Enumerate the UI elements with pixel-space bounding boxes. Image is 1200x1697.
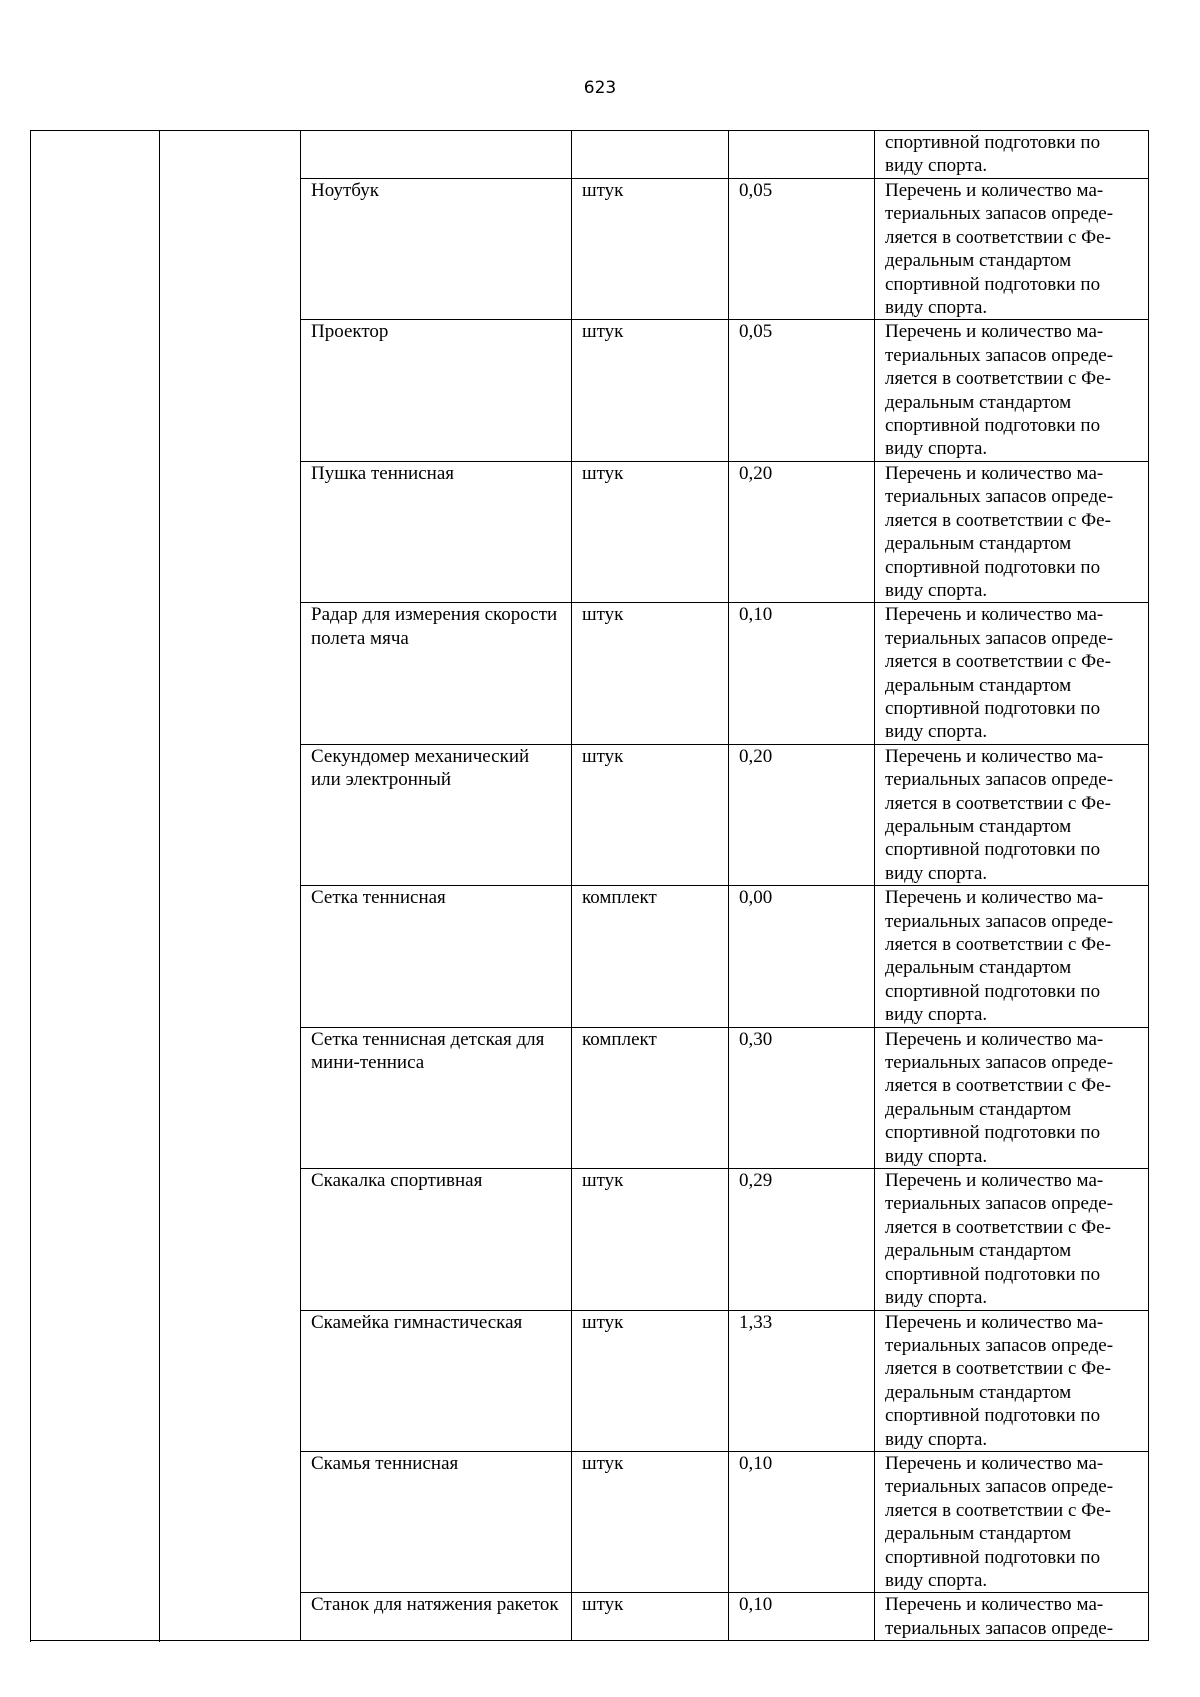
cell-note: Перечень и количество ма- териальных запасов опреде- ляется в соответствии с Фе- деральным стандартом спортивной подготовки по виду спорта. bbox=[875, 1451, 1149, 1592]
cell-name: Сетка теннисная детская для мини-тенниса bbox=[301, 1027, 572, 1168]
cell-unit: штук bbox=[572, 744, 729, 885]
equipment-table bbox=[30, 130, 1149, 1641]
cell-note: Перечень и количество ма- териальных запасов опреде- ляется в соответствии с Фе- деральным стандартом спортивной подготовки по виду спорта. bbox=[875, 320, 1149, 461]
merged-cell-col2 bbox=[160, 131, 301, 1641]
cell-note: Перечень и количество ма- териальных запасов опреде- ляется в соответствии с Фе- деральным стандартом спортивной подготовки по виду спорта. bbox=[875, 1027, 1149, 1168]
page-number: 623 bbox=[583, 78, 617, 98]
cell-unit: комплект bbox=[572, 886, 729, 1027]
cell-unit: штук bbox=[572, 461, 729, 602]
cell-name: Скакалка спортивная bbox=[301, 1169, 572, 1310]
cell-note: Перечень и количество ма- териальных запасов опреде- ляется в соответствии с Фе- деральным стандартом спортивной подготовки по виду спорта. bbox=[875, 1169, 1149, 1310]
cell-name: Ноутбук bbox=[301, 179, 572, 320]
table-row-continued bbox=[31, 131, 1149, 179]
cell-name: Скамья теннисная bbox=[301, 1451, 572, 1592]
cell-unit: штук bbox=[572, 1593, 729, 1641]
cell-quantity: 0,05 bbox=[729, 320, 875, 461]
cell-unit bbox=[572, 131, 729, 179]
cell-name bbox=[301, 131, 572, 179]
cell-note: Перечень и количество ма- териальных запасов опреде- ляется в соответствии с Фе- деральным стандартом спортивной подготовки по виду спорта. bbox=[875, 461, 1149, 602]
merged-cell-col1 bbox=[31, 131, 160, 1641]
cell-unit: штук bbox=[572, 320, 729, 461]
cell-quantity: 0,29 bbox=[729, 1169, 875, 1310]
cell-unit: комплект bbox=[572, 1027, 729, 1168]
cell-unit: штук bbox=[572, 603, 729, 744]
cell-quantity: 0,05 bbox=[729, 179, 875, 320]
cell-quantity: 1,33 bbox=[729, 1310, 875, 1451]
table-body bbox=[31, 131, 1149, 1641]
cell-quantity: 0,20 bbox=[729, 461, 875, 602]
cell-quantity bbox=[729, 131, 875, 179]
cell-quantity: 0,10 bbox=[729, 603, 875, 744]
cell-note: Перечень и количество ма- териальных запасов опреде- ляется в соответствии с Фе- деральным стандартом спортивной подготовки по виду спорта. bbox=[875, 886, 1149, 1027]
cell-name: Пушка теннисная bbox=[301, 461, 572, 602]
cell-unit: штук bbox=[572, 1451, 729, 1592]
cell-name: Радар для измерения скорости полета мяча bbox=[301, 603, 572, 744]
cell-name: Сетка теннисная bbox=[301, 886, 572, 1027]
cell-note: Перечень и количество ма- териальных запасов опреде- ляется в соответствии с Фе- деральным стандартом спортивной подготовки по виду спорта. bbox=[875, 1310, 1149, 1451]
cell-unit: штук bbox=[572, 179, 729, 320]
cell-note: Перечень и количество ма- териальных запасов опреде- bbox=[875, 1593, 1149, 1641]
cell-quantity: 0,00 bbox=[729, 886, 875, 1027]
cell-name: Секундомер механический или электронный bbox=[301, 744, 572, 885]
cell-quantity: 0,10 bbox=[729, 1451, 875, 1592]
cell-note: спортивной подготовки по виду спорта. bbox=[875, 131, 1149, 179]
cell-note: Перечень и количество ма- териальных запасов опреде- ляется в соответствии с Фе- деральным стандартом спортивной подготовки по виду спорта. bbox=[875, 603, 1149, 744]
cell-quantity: 0,20 bbox=[729, 744, 875, 885]
cell-quantity: 0,30 bbox=[729, 1027, 875, 1168]
cell-name: Скамейка гимнастическая bbox=[301, 1310, 572, 1451]
cell-unit: штук bbox=[572, 1310, 729, 1451]
cell-note: Перечень и количество ма- териальных запасов опреде- ляется в соответствии с Фе- деральным стандартом спортивной подготовки по виду спорта. bbox=[875, 179, 1149, 320]
cell-note: Перечень и количество ма- териальных запасов опреде- ляется в соответствии с Фе- деральным стандартом спортивной подготовки по виду спорта. bbox=[875, 744, 1149, 885]
cell-unit: штук bbox=[572, 1169, 729, 1310]
cell-name: Проектор bbox=[301, 320, 572, 461]
cell-quantity: 0,10 bbox=[729, 1593, 875, 1641]
cell-name: Станок для натяжения ракеток bbox=[301, 1593, 572, 1641]
